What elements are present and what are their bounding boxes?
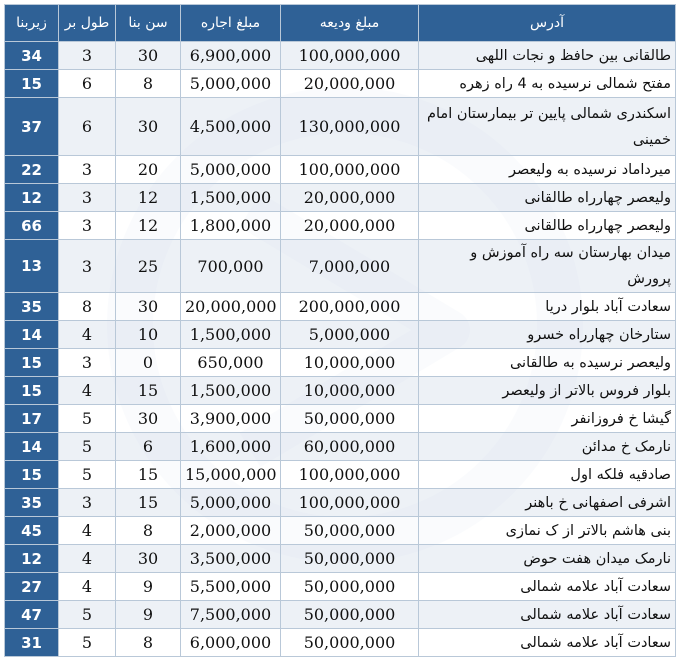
cell-building-age: 25 xyxy=(116,240,181,293)
cell-deposit: 200,000,000 xyxy=(281,293,419,321)
cell-address: مفتح شمالی نرسیده به 4 راه زهره xyxy=(419,70,676,98)
table-row xyxy=(5,377,676,405)
cell-deposit: 10,000,000 xyxy=(281,377,419,405)
cell-deposit: 20,000,000 xyxy=(281,184,419,212)
cell-deposit: 5,000,000 xyxy=(281,321,419,349)
header-frontage: طول بر xyxy=(59,5,116,42)
cell-frontage: 8 xyxy=(59,293,116,321)
cell-frontage: 3 xyxy=(59,156,116,184)
cell-area: 14 xyxy=(5,321,59,349)
cell-address: میدان بهارستان سه راه آموزش و پرورش xyxy=(419,240,676,293)
cell-frontage: 4 xyxy=(59,545,116,573)
cell-area: 15 xyxy=(5,349,59,377)
cell-building-age: 0 xyxy=(116,349,181,377)
cell-address: اسکندری شمالی پایین تر بیمارستان امام خمینی xyxy=(419,98,676,156)
cell-frontage: 4 xyxy=(59,517,116,545)
cell-building-age: 30 xyxy=(116,98,181,156)
cell-address: بنی هاشم بالاتر از ک نمازی xyxy=(419,517,676,545)
cell-frontage: 3 xyxy=(59,240,116,293)
cell-frontage: 5 xyxy=(59,601,116,629)
header-area: زیربنا xyxy=(5,5,59,42)
cell-frontage: 5 xyxy=(59,629,116,657)
cell-area: 14 xyxy=(5,433,59,461)
cell-deposit: 50,000,000 xyxy=(281,601,419,629)
header-building-age: سن بنا xyxy=(116,5,181,42)
cell-area: 35 xyxy=(5,489,59,517)
cell-building-age: 30 xyxy=(116,545,181,573)
cell-deposit: 50,000,000 xyxy=(281,629,419,657)
table-row xyxy=(5,433,676,461)
cell-rent: 3,900,000 xyxy=(181,405,281,433)
table-row xyxy=(5,517,676,545)
cell-deposit: 50,000,000 xyxy=(281,545,419,573)
cell-frontage: 5 xyxy=(59,461,116,489)
table-row xyxy=(5,461,676,489)
cell-rent: 1,800,000 xyxy=(181,212,281,240)
cell-area: 47 xyxy=(5,601,59,629)
cell-address: بلوار فروس بالاتر از ولیعصر xyxy=(419,377,676,405)
cell-building-age: 9 xyxy=(116,601,181,629)
cell-building-age: 9 xyxy=(116,573,181,601)
cell-address: ولیعصر چهارراه طالقانی xyxy=(419,212,676,240)
cell-area: 15 xyxy=(5,70,59,98)
cell-area: 12 xyxy=(5,184,59,212)
cell-frontage: 4 xyxy=(59,321,116,349)
cell-rent: 1,500,000 xyxy=(181,377,281,405)
cell-address: ولیعصر چهارراه طالقانی xyxy=(419,184,676,212)
cell-deposit: 50,000,000 xyxy=(281,517,419,545)
cell-deposit: 50,000,000 xyxy=(281,405,419,433)
cell-frontage: 3 xyxy=(59,489,116,517)
cell-frontage: 5 xyxy=(59,433,116,461)
cell-rent: 5,500,000 xyxy=(181,573,281,601)
cell-deposit: 100,000,000 xyxy=(281,461,419,489)
cell-building-age: 8 xyxy=(116,629,181,657)
cell-frontage: 3 xyxy=(59,184,116,212)
table-row xyxy=(5,98,676,156)
cell-deposit: 100,000,000 xyxy=(281,156,419,184)
table-row xyxy=(5,156,676,184)
cell-address: سعادت آباد علامه شمالی xyxy=(419,629,676,657)
cell-address: گیشا خ فروزانفر xyxy=(419,405,676,433)
cell-rent: 6,000,000 xyxy=(181,629,281,657)
cell-building-age: 6 xyxy=(116,433,181,461)
table-row xyxy=(5,573,676,601)
cell-deposit: 50,000,000 xyxy=(281,573,419,601)
cell-area: 31 xyxy=(5,629,59,657)
cell-rent: 7,500,000 xyxy=(181,601,281,629)
cell-deposit: 20,000,000 xyxy=(281,212,419,240)
cell-address: سعادت آباد علامه شمالی xyxy=(419,573,676,601)
table-row xyxy=(5,212,676,240)
cell-address: ولیعصر نرسیده به طالقانی xyxy=(419,349,676,377)
cell-building-age: 15 xyxy=(116,489,181,517)
table-row xyxy=(5,489,676,517)
table-row xyxy=(5,321,676,349)
cell-building-age: 8 xyxy=(116,70,181,98)
cell-address: سعادت آباد علامه شمالی xyxy=(419,601,676,629)
cell-rent: 20,000,000 xyxy=(181,293,281,321)
cell-area: 66 xyxy=(5,212,59,240)
cell-rent: 6,900,000 xyxy=(181,42,281,70)
cell-rent: 650,000 xyxy=(181,349,281,377)
cell-rent: 3,500,000 xyxy=(181,545,281,573)
cell-address: نارمک میدان هفت حوض xyxy=(419,545,676,573)
cell-area: 15 xyxy=(5,461,59,489)
table-row xyxy=(5,240,676,293)
cell-frontage: 3 xyxy=(59,212,116,240)
cell-area: 17 xyxy=(5,405,59,433)
cell-rent: 1,600,000 xyxy=(181,433,281,461)
cell-address: اشرفی اصفهانی خ باهنر xyxy=(419,489,676,517)
cell-building-age: 12 xyxy=(116,184,181,212)
cell-rent: 4,500,000 xyxy=(181,98,281,156)
cell-rent: 15,000,000 xyxy=(181,461,281,489)
cell-deposit: 100,000,000 xyxy=(281,42,419,70)
cell-address: طالقانی بین حافظ و نجات اللهی xyxy=(419,42,676,70)
cell-frontage: 4 xyxy=(59,573,116,601)
cell-frontage: 6 xyxy=(59,70,116,98)
cell-frontage: 3 xyxy=(59,42,116,70)
cell-building-age: 12 xyxy=(116,212,181,240)
cell-area: 27 xyxy=(5,573,59,601)
cell-rent: 700,000 xyxy=(181,240,281,293)
table-row xyxy=(5,545,676,573)
cell-building-age: 15 xyxy=(116,377,181,405)
cell-building-age: 30 xyxy=(116,42,181,70)
rental-listings-table xyxy=(4,4,676,657)
table-row xyxy=(5,70,676,98)
header-address: آدرس xyxy=(419,5,676,42)
cell-frontage: 3 xyxy=(59,349,116,377)
cell-building-age: 20 xyxy=(116,156,181,184)
table-row xyxy=(5,42,676,70)
cell-address: ستارخان چهارراه خسرو xyxy=(419,321,676,349)
table-row xyxy=(5,184,676,212)
cell-deposit: 10,000,000 xyxy=(281,349,419,377)
cell-area: 15 xyxy=(5,377,59,405)
table-row xyxy=(5,293,676,321)
cell-area: 34 xyxy=(5,42,59,70)
cell-area: 37 xyxy=(5,98,59,156)
cell-deposit: 20,000,000 xyxy=(281,70,419,98)
table-row xyxy=(5,601,676,629)
header-row xyxy=(5,5,676,42)
cell-rent: 5,000,000 xyxy=(181,489,281,517)
header-rent: مبلغ اجاره xyxy=(181,5,281,42)
cell-rent: 5,000,000 xyxy=(181,70,281,98)
cell-rent: 1,500,000 xyxy=(181,321,281,349)
cell-deposit: 130,000,000 xyxy=(281,98,419,156)
cell-frontage: 4 xyxy=(59,377,116,405)
cell-area: 45 xyxy=(5,517,59,545)
cell-area: 22 xyxy=(5,156,59,184)
cell-rent: 5,000,000 xyxy=(181,156,281,184)
cell-address: صادقیه فلکه اول xyxy=(419,461,676,489)
cell-building-age: 30 xyxy=(116,293,181,321)
cell-building-age: 10 xyxy=(116,321,181,349)
table-row xyxy=(5,405,676,433)
cell-area: 13 xyxy=(5,240,59,293)
cell-rent: 2,000,000 xyxy=(181,517,281,545)
cell-deposit: 100,000,000 xyxy=(281,489,419,517)
cell-frontage: 5 xyxy=(59,405,116,433)
cell-deposit: 7,000,000 xyxy=(281,240,419,293)
cell-address: میرداماد نرسیده به ولیعصر xyxy=(419,156,676,184)
cell-rent: 1,500,000 xyxy=(181,184,281,212)
cell-deposit: 60,000,000 xyxy=(281,433,419,461)
cell-building-age: 15 xyxy=(116,461,181,489)
cell-building-age: 30 xyxy=(116,405,181,433)
cell-building-age: 8 xyxy=(116,517,181,545)
cell-area: 12 xyxy=(5,545,59,573)
table-row xyxy=(5,349,676,377)
cell-address: نارمک خ مدائن xyxy=(419,433,676,461)
cell-address: سعادت آباد بلوار دریا xyxy=(419,293,676,321)
cell-area: 35 xyxy=(5,293,59,321)
header-deposit: مبلغ ودیعه xyxy=(281,5,419,42)
cell-frontage: 6 xyxy=(59,98,116,156)
